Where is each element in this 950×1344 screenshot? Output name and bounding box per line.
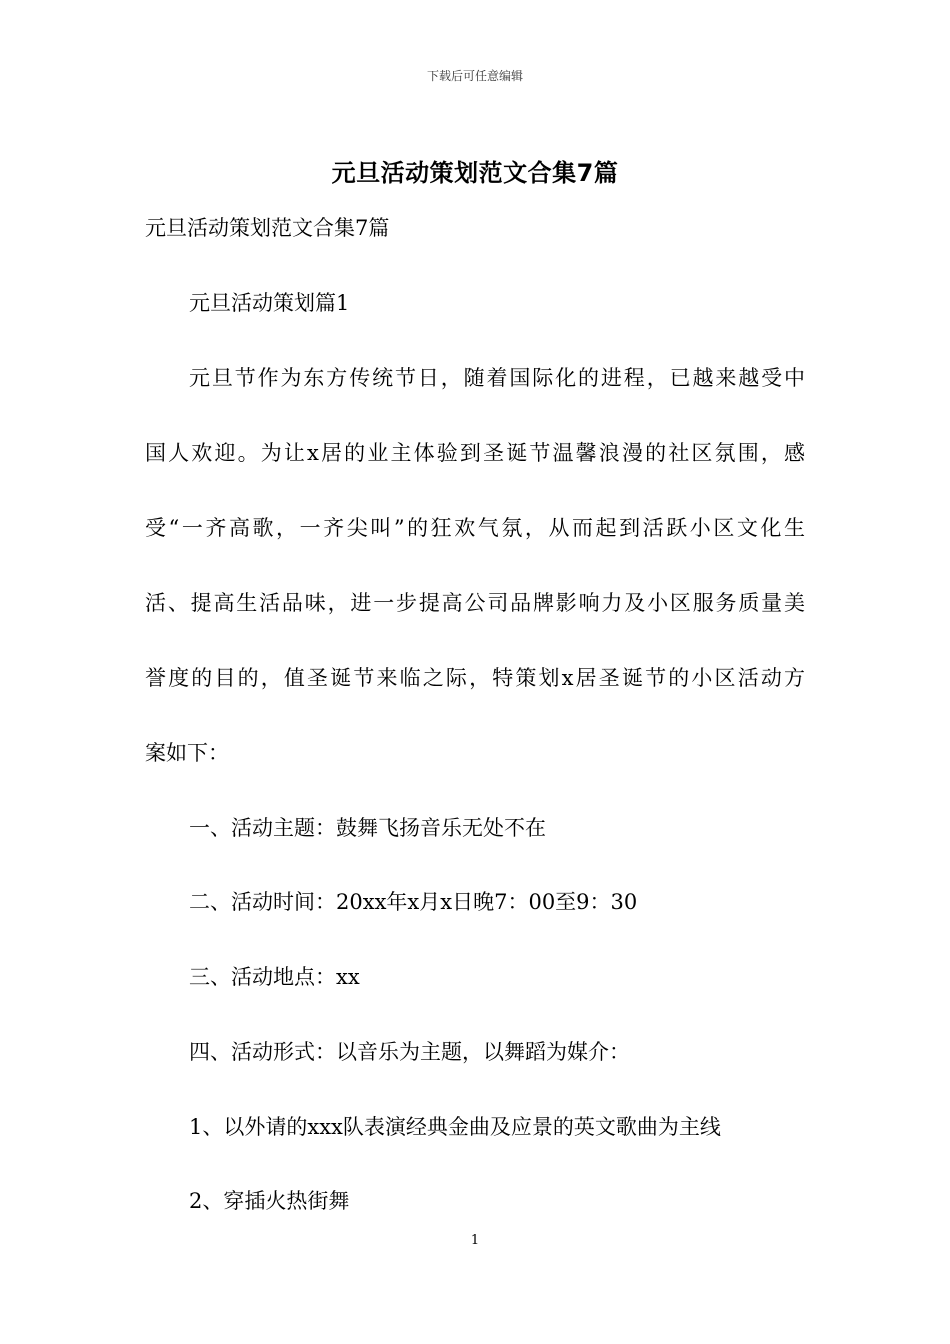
document-subtitle: 元旦活动策划范文合集7篇: [145, 216, 390, 240]
list-item: 三、活动地点：xx: [189, 965, 360, 989]
paragraph-line: 誉度的目的，值圣诞节来临之际，特策划x居圣诞节的小区活动方: [145, 666, 805, 690]
paragraph-line: 元旦节作为东方传统节日，随着国际化的进程，已越来越受中: [189, 366, 805, 390]
list-item: 1、以外请的xxx队表演经典金曲及应景的英文歌曲为主线: [189, 1115, 721, 1139]
list-item: 2、穿插火热街舞: [189, 1189, 350, 1213]
paragraph-line: 受“一齐高歌，一齐尖叫”的狂欢气氛，从而起到活跃小区文化生: [145, 516, 805, 540]
document-title: 元旦活动策划范文合集7篇: [331, 159, 619, 187]
page-header-note: 下载后可任意编辑: [426, 69, 523, 83]
list-item: 四、活动形式：以音乐为主题，以舞蹈为媒介：: [189, 1040, 630, 1064]
paragraph-line: 活、提高生活品味，进一步提高公司品牌影响力及小区服务质量美: [145, 591, 805, 615]
paragraph-line: 国人欢迎。为让x居的业主体验到圣诞节温馨浪漫的社区氛围，感: [145, 441, 805, 465]
list-item: 二、活动时间：20xx年x月x日晚7：00至9：30: [189, 890, 638, 914]
page-number: 1: [470, 1233, 480, 1248]
list-item: 一、活动主题：鼓舞飞扬音乐无处不在: [189, 816, 546, 840]
paragraph-line: 案如下：: [145, 741, 229, 765]
section-heading: 元旦活动策划篇1: [189, 291, 350, 315]
